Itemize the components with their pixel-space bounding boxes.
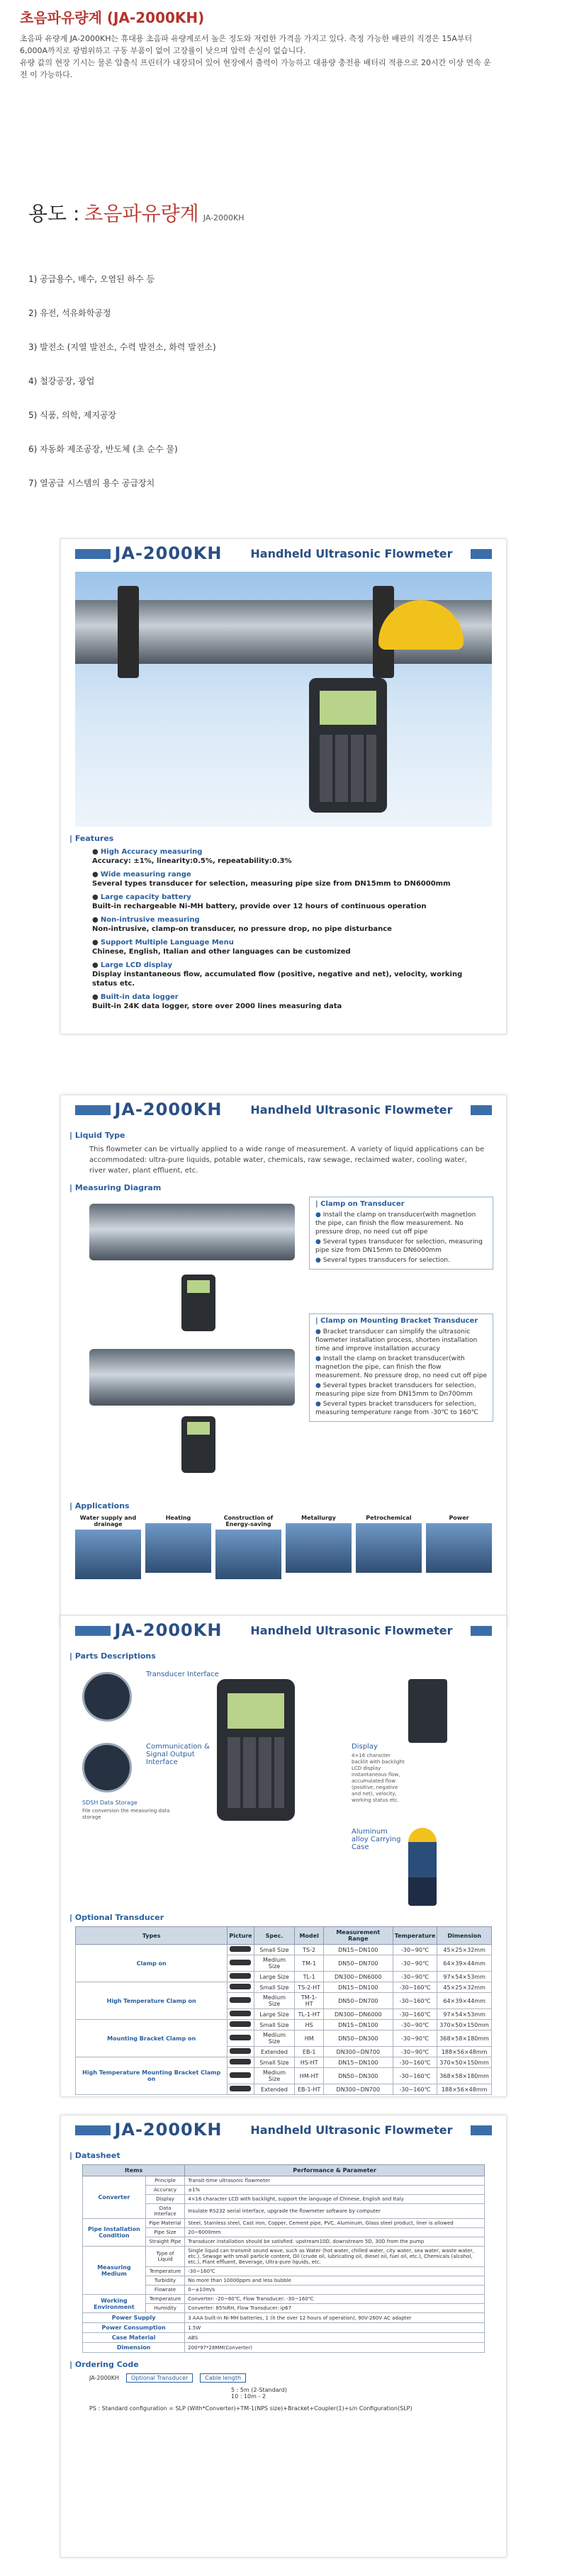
bracket-item: ● Several types bracket transducers for selection, measuring temperature range from -30℃ to 160℃ [315, 1400, 487, 1417]
transducer-thumbnail [230, 2059, 251, 2064]
clamp-image [118, 586, 139, 678]
bracket-box [309, 1314, 493, 1422]
temperature: -30~90℃ [393, 2030, 437, 2047]
ordering-code [89, 2373, 485, 2412]
transducer-thumbnail [230, 1960, 251, 1965]
transducer-model: TS-2-HT [295, 1982, 323, 1993]
dimension: 97×54×53mm [437, 2009, 492, 2020]
optional-transducer-body [76, 1945, 492, 2095]
header-bar [75, 1626, 111, 1636]
temperature: -30~90℃ [393, 1972, 437, 1982]
transducer-thumbnail [230, 1946, 251, 1952]
datasheet-item: Power Consumption [83, 2323, 185, 2333]
application-photo [145, 1523, 211, 1573]
table-row [76, 2057, 492, 2068]
temperature: -30~160℃ [393, 2009, 437, 2020]
measuring-diagram [75, 1197, 492, 1494]
display-label: Display [352, 1743, 378, 1751]
datasheet-value: 200*97*28MM(Converter) [185, 2343, 485, 2353]
intro-title: 초음파유량계 (JA-2000KH) [20, 9, 205, 26]
temperature: -30~160℃ [393, 1993, 437, 2009]
datasheet-value: 20~6000mm [185, 2228, 485, 2237]
datasheet-value: 3 AAA built-in Ni-MH batteries, 1 (it the over 12 hours of operation), 90V-260V AC adapter [185, 2313, 485, 2323]
ordering-row [89, 2373, 485, 2383]
application-item [145, 1515, 211, 1579]
bracket-list [315, 1328, 487, 1417]
transducer-thumbnail [230, 2086, 251, 2091]
hero-photo [75, 572, 492, 827]
application-label: Metallurgy [301, 1515, 336, 1521]
transducer-spec: Large Size [254, 2009, 295, 2020]
measurement-range: DN15~DN100 [323, 2020, 393, 2030]
page-header [61, 1095, 506, 1124]
table-row [83, 2295, 485, 2304]
intro-line: 초음파 유량계 JA-2000KH는 휴대용 초음파 유량계로서 높은 정도와 저렴한 가격을 가지고 있다. 측정 가능한 배관의 직경은 15A부터 [20, 34, 473, 43]
transducer-interface-label: Transducer Interface [146, 1671, 219, 1678]
temperature: -30~90℃ [393, 2047, 437, 2057]
transducer-model: HM-HT [295, 2068, 323, 2084]
transducer-type: High Temperature Clamp on [76, 1982, 228, 2020]
features-title: | Features [69, 834, 506, 843]
table-header: Spec. [254, 1927, 295, 1945]
application-item [286, 1515, 352, 1579]
transducer-picture [228, 1982, 254, 1993]
brochure-page-3 [60, 1615, 507, 2097]
transducer-interface-image [82, 1672, 132, 1722]
liquid-type-text: This flowmeter can be virtually applied to a wide range of measurement. A variety of liquid applications can be accommodated: ultra-pure liquids, potable water, chemicals, raw sewage, reclaimed water, cooling water, river water, plant effluent, etc. [89, 1146, 485, 1175]
header-subtitle: Handheld Ultrasonic Flowmeter [250, 1623, 453, 1637]
temperature: -30~160℃ [393, 2057, 437, 2068]
transducer-type: Clamp on [76, 1945, 228, 1982]
parts-title: | Parts Descriptions [69, 1651, 506, 1661]
applications-title: | Applications [69, 1501, 506, 1510]
table-header: Types [76, 1927, 228, 1945]
table-row [83, 2313, 485, 2323]
table-row [83, 2323, 485, 2333]
datasheet-subitem: Turbidity [145, 2276, 184, 2286]
application-item [356, 1515, 422, 1579]
measurement-range: DN300~DN700 [323, 2084, 393, 2095]
datasheet-item: Converter [83, 2176, 146, 2219]
datasheet-subitem: Principle [145, 2176, 184, 2186]
datasheet-item: Measuring Medium [83, 2247, 146, 2295]
transducer-picture [228, 2084, 254, 2095]
application-label: Construction of Energy-saving [223, 1515, 274, 1527]
feature-title: High Accuracy measuring [100, 848, 203, 856]
table-header: Picture [228, 1927, 254, 1945]
application-photo [426, 1523, 492, 1573]
table-row [83, 2333, 485, 2343]
feature-item: ● Non-intrusive measuring Non-intrusive, clamp-on transducer, no pressure drop, no pipe disturbance [92, 916, 392, 933]
feature-title: Support Multiple Language Menu [100, 939, 234, 947]
datasheet-value: Insulate RS232 serial interface, upgrade the flowmeter software by computer [185, 2204, 485, 2219]
feature-title: Large capacity battery [100, 893, 191, 901]
measurement-range: DN50~DN700 [323, 1955, 393, 1972]
datasheet-subitem: Data Interface [145, 2204, 184, 2219]
transducer-spec: Medium Size [254, 2068, 295, 2084]
page-header [61, 2115, 506, 2144]
bracket-item: ● Bracket transducer can simplify the ultrasonic flowmeter installation process, shorten installation time and improve installation accuracy [315, 1328, 487, 1353]
application-label: Petrochemical [366, 1515, 412, 1521]
feature-item: ● Large LCD display Display instantaneous flow, accumulated flow (positive, negative and net), velocity, working status etc. [92, 961, 463, 988]
usage-section [28, 198, 539, 512]
transducer-picture [228, 2030, 254, 2047]
measuring-diagram-title: | Measuring Diagram [69, 1183, 506, 1192]
header-bar [471, 549, 492, 559]
table-row [83, 2176, 485, 2186]
datasheet-item: Power Supply [83, 2313, 185, 2323]
brochure-page-2 [60, 1095, 507, 1626]
table-header-row [83, 2165, 485, 2176]
dimension: 370×50×150mm [437, 2020, 492, 2030]
order-cable-tag: Cable length [200, 2373, 246, 2383]
usage-list [28, 273, 539, 489]
usage-item: 2) 유전, 석유화학공정 [28, 308, 111, 318]
datasheet-value: 1.5W [185, 2323, 485, 2333]
feature-desc: Accuracy: ±1%, linearity:0.5%, repeatability:0.3% [92, 857, 292, 865]
case-label: Aluminum alloy Carrying Case [352, 1828, 401, 1851]
datasheet-value: Transit-time ultrasonic flowmeter [185, 2176, 485, 2186]
measurement-range: DN300~DN6000 [323, 1972, 393, 1982]
measurement-range: DN50~DN300 [323, 2030, 393, 2047]
measurement-range: DN15~DN100 [323, 2057, 393, 2068]
application-item [426, 1515, 492, 1579]
order-note: PS : Standard configuration = SLP (With*Converter)+TM-1(NPS size)+Bracket+Coupler(1)+s/n Configuration(SLP) [89, 2405, 412, 2412]
transducer-model: HM [295, 2030, 323, 2047]
brochure-page-4 [60, 2115, 507, 2558]
pipe-image [89, 1204, 295, 1260]
datasheet-item: Working Environment [83, 2295, 146, 2313]
brochure-page-1 [60, 538, 507, 1034]
datasheet-value: ABS [185, 2333, 485, 2343]
usage-title [28, 198, 539, 227]
transducer-spec: Small Size [254, 1982, 295, 1993]
device-keypad [320, 735, 376, 802]
usage-item: 5) 식품, 의학, 제지공장 [28, 410, 117, 420]
datasheet-subitem: Pipe Size [145, 2228, 184, 2237]
datasheet-subitem: Straight Pipe [145, 2237, 184, 2247]
usage-item: 6) 자동화 제조공장, 반도체 (초 순수 물) [28, 444, 178, 454]
clamp-on-item: ● Several types transducer for selection, measuring pipe size from DN15mm to DN6000mm [315, 1238, 487, 1255]
table-row [76, 1945, 492, 1955]
features-list [92, 847, 485, 1011]
header-bar [75, 1105, 111, 1115]
order-line: 10 : 10m - 2 [231, 2393, 266, 2400]
header-subtitle: Handheld Ultrasonic Flowmeter [250, 1102, 453, 1117]
transducer-spec: Medium Size [254, 1955, 295, 1972]
table-header: Temperature [393, 1927, 437, 1945]
datasheet-value: 0~±10m/s [185, 2286, 485, 2295]
device-screen [228, 1693, 284, 1729]
display-note: 4×16 character backlit with backlight LCD display instantaneous flow, accumulated flow (positive, negative and net), velocity, working status etc. [352, 1753, 405, 1803]
transducer-thumbnail [230, 2048, 251, 2054]
transducer-spec: Small Size [254, 1945, 295, 1955]
feature-desc: Display instantaneous flow, accumulated flow (positive, negative and net), velocity, working status etc. [92, 971, 463, 988]
dimension: 368×58×180mm [437, 2030, 492, 2047]
datasheet-title: | Datasheet [69, 2151, 506, 2160]
transducer-spec: Medium Size [254, 1993, 295, 2009]
temperature: -30~160℃ [393, 2068, 437, 2084]
transducer-picture [228, 2009, 254, 2020]
dimension: 370×50×150mm [437, 2057, 492, 2068]
table-row [76, 1982, 492, 1993]
transducer-thumbnail [230, 2011, 251, 2016]
bracket-item: ● Several types bracket transducers for selection, measuring pipe size from DN15mm to Dn700mm [315, 1382, 487, 1399]
comm-interface-label: Communication & Signal Output Interface [146, 1743, 210, 1766]
datasheet-value: Converter: 85%RH, Flow Transducer: ip67 [185, 2304, 485, 2313]
flowmeter-image [181, 1275, 215, 1331]
datasheet-subitem: Flowrate [145, 2286, 184, 2295]
header-bar [75, 2125, 111, 2135]
transducer-picture [228, 2047, 254, 2057]
header-model: JA-2000KH [114, 1620, 223, 1640]
intro-line: 유량 값의 현장 기시는 물론 압출식 프린터가 내장되어 있어 현장에서 출력이 가능하고 대용량 충전용 배터리 적용으로 20시간 이상 연속 운 [20, 58, 491, 67]
usage-item: 3) 발전소 (지열 발전소, 수력 발전소, 화력 발전소) [28, 342, 216, 352]
application-item [75, 1515, 141, 1579]
dimension: 45×25×32mm [437, 1945, 492, 1955]
transducer-type: Mounting Bracket Clamp on [76, 2020, 228, 2057]
feature-item: ● Built-in data logger Built-in 24K data logger, store over 2000 lines measuring data [92, 993, 342, 1010]
usage-item: 4) 철강공장, 광업 [28, 376, 95, 386]
datasheet-item: Pipe Installation Condition [83, 2219, 146, 2247]
table-header: Model [295, 1927, 323, 1945]
feature-desc: Built-in rechargeable Ni-MH battery, provide over 12 hours of continuous operation [92, 903, 427, 910]
transducer-spec: Extended [254, 2047, 295, 2057]
applications-row [75, 1515, 492, 1579]
comm-interface-image [82, 1743, 132, 1792]
pipe-image [89, 1349, 295, 1406]
usage-label: 용도 : [28, 202, 80, 225]
clamp-on-item: ● Install the clamp on transducer(with magnet)on the pipe, can finish the flow measurement. No pressure drop, no need cut off pipe [315, 1211, 487, 1236]
feature-title: Non-intrusive measuring [100, 916, 200, 924]
page-header [61, 1616, 506, 1644]
table-header: Dimension [437, 1927, 492, 1945]
table-row [76, 2020, 492, 2030]
feature-desc: Several types transducer for selection, measuring pipe size from DN15mm to DN6000mm [92, 880, 451, 888]
transducer-model: TS-2 [295, 1945, 323, 1955]
datasheet-value: Single liquid can transmit sound wave, such as Water (hot water, chilled water, city water, sea water, waste water, etc.), Sewage with small particle content, Oil (crude oil, lubricating oil, diesel oil, fuel oil, etc.), Chemicals (alcohol, etc.), Plant effluent, Beverage, Ultra-pure liquids, etc. [185, 2247, 485, 2267]
optional-transducer-title: | Optional Transducer [69, 1913, 506, 1922]
transducer-spec: Extended [254, 2084, 295, 2095]
flowmeter-image [181, 1416, 215, 1473]
application-photo [75, 1530, 141, 1579]
transducer-picture [228, 1972, 254, 1982]
measurement-range: DN300~DN700 [323, 2047, 393, 2057]
feature-title: Wide measuring range [100, 871, 191, 879]
feature-item: ● High Accuracy measuring Accuracy: ±1%, linearity:0.5%, repeatability:0.3% [92, 848, 292, 865]
datasheet-subitem: Temperature [145, 2267, 184, 2276]
intro-line: 6,000A까지로 광범위하고 구동 부품이 없어 고장률이 낮으며 압력 손실이 없습니다. [20, 46, 306, 55]
transducer-picture [228, 2068, 254, 2084]
application-photo [356, 1523, 422, 1573]
ordering-code-title: | Ordering Code [69, 2360, 506, 2369]
storage-note: File conversion the measuring data storage [82, 1808, 170, 1820]
feature-desc: Non-intrusive, clamp-on transducer, no pressure drop, no pipe disturbance [92, 925, 392, 933]
transducer-type: High Temperature Mounting Bracket Clamp on [76, 2057, 228, 2095]
dimension: 97×54×53mm [437, 1972, 492, 1982]
measurement-range: DN50~DN300 [323, 2068, 393, 2084]
transducer-thumbnail [230, 1997, 251, 2003]
device-screen [320, 691, 376, 725]
datasheet-subitem: Type of Liquid [145, 2247, 184, 2267]
datasheet-value: Steel, Stainless steel, Cast iron, Copper, Cement pipe, PVC, Aluminum, Glass steel product, liner is allowed [185, 2219, 485, 2228]
datasheet-value: ±1% [185, 2186, 485, 2195]
datasheet-table [82, 2164, 485, 2353]
temperature: -30~90℃ [393, 1945, 437, 1955]
transducer-picture [228, 1945, 254, 1955]
datasheet-value: Converter: -20~60℃, Flow Transducer: -30~160℃ [185, 2295, 485, 2304]
datasheet-item: Case Material [83, 2333, 185, 2343]
datasheet-value: Transducer installation should be satisfied: upstream10D, downstream 5D, 30D from the pump [185, 2237, 485, 2247]
dimension: 45×25×32mm [437, 1982, 492, 1993]
feature-desc: Built-in 24K data logger, store over 2000 lines measuring data [92, 1002, 342, 1010]
storage-label: SDSH Data Storage [82, 1800, 137, 1806]
intro-section [20, 7, 551, 81]
datasheet-value: No more than 10000ppm and less bubble [185, 2276, 485, 2286]
flowmeter-image [217, 1679, 295, 1821]
header-model: JA-2000KH [114, 2120, 223, 2140]
feature-desc: Chinese, English, Italian and other languages can be customized [92, 948, 351, 956]
transducer-picture [228, 2057, 254, 2068]
clamp-on-box [309, 1197, 493, 1270]
usage-model: JA-2000KH [203, 213, 245, 222]
transducer-model: TL-1-HT [295, 2009, 323, 2020]
order-line: 5 : 5m (2-Standard) [231, 2387, 287, 2393]
transducer-spec: Large Size [254, 1972, 295, 1982]
dimension: 188×56×48mm [437, 2084, 492, 2095]
table-header: Items [83, 2165, 185, 2176]
transducer-model: TM-1-HT [295, 1993, 323, 2009]
measurement-range: DN50~DN700 [323, 1993, 393, 2009]
datasheet-item: Dimension [83, 2343, 185, 2353]
feature-title: Large LCD display [100, 961, 172, 969]
datasheet-subitem: Pipe Material [145, 2219, 184, 2228]
clamp-on-list [315, 1211, 487, 1265]
transducer-model: TL-1 [295, 1972, 323, 1982]
bracket-title: | Clamp on Mounting Bracket Transducer [315, 1317, 487, 1326]
order-model: JA-2000KH [89, 2375, 120, 2381]
carrying-case-image [408, 1679, 447, 1743]
transducer-model: HS-HT [295, 2057, 323, 2068]
datasheet-value: -30~160℃ [185, 2267, 485, 2276]
transducer-thumbnail [230, 2021, 251, 2027]
header-model: JA-2000KH [114, 543, 223, 563]
liquid-type-title: | Liquid Type [69, 1131, 506, 1140]
application-label: Power [449, 1515, 469, 1521]
dimension: 64×39×44mm [437, 1993, 492, 2009]
temperature: -30~90℃ [393, 1955, 437, 1972]
table-header-row [76, 1927, 492, 1945]
usage-item: 1) 공급용수, 배수, 오염된 하수 등 [28, 274, 155, 284]
transducer-spec: Small Size [254, 2020, 295, 2030]
header-model: JA-2000KH [114, 1100, 223, 1119]
application-item [215, 1515, 281, 1579]
transducer-spec: Small Size [254, 2057, 295, 2068]
feature-item: ● Wide measuring range Several types transducer for selection, measuring pipe size from DN15mm to DN6000mm [92, 871, 451, 888]
usage-product: 초음파유량계 [84, 202, 199, 225]
header-bar [471, 2125, 492, 2135]
transducer-thumbnail [230, 1984, 251, 1989]
header-bar [471, 1105, 492, 1115]
header-bar [471, 1626, 492, 1636]
measurement-range: DN15~DN100 [323, 1945, 393, 1955]
bracket-item: ● Install the clamp on bracket transducer(with magnet)on the pipe, can finish the flow measurement. No pressure drop, no need cut off pipe [315, 1355, 487, 1380]
parts-diagram [75, 1665, 492, 1906]
transducer-thumbnail [230, 2072, 251, 2078]
application-label: Water supply and drainage [79, 1515, 137, 1527]
device-keypad [228, 1737, 284, 1808]
intro-line: 전 이 가능하다. [20, 70, 73, 79]
feature-item: ● Support Multiple Language Menu Chinese, English, Italian and other languages can be customized [92, 939, 351, 956]
usage-item: 7) 열공급 시스템의 용수 공급장치 [28, 478, 155, 488]
optional-transducer-table [75, 1926, 492, 2095]
transducer-picture [228, 1955, 254, 1972]
table-row [83, 2219, 485, 2228]
temperature: -30~160℃ [393, 1982, 437, 1993]
header-bar [75, 549, 111, 559]
transducer-model: EB-1-HT [295, 2084, 323, 2095]
clamp-on-title: | Clamp on Transducer [315, 1200, 487, 1209]
datasheet-subitem: Temperature [145, 2295, 184, 2304]
table-header: Performance & Parameter [185, 2165, 485, 2176]
feature-item: ● Large capacity battery Built-in rechargeable Ni-MH battery, provide over 12 hours of continuous operation [92, 893, 427, 910]
datasheet-subitem: Display [145, 2195, 184, 2204]
dimension: 188×56×48mm [437, 2047, 492, 2057]
table-header: Measurement Range [323, 1927, 393, 1945]
transducer-thumbnail [230, 1973, 251, 1979]
dimension: 64×39×44mm [437, 1955, 492, 1972]
measurement-range: DN300~DN6000 [323, 2009, 393, 2020]
page-header [61, 539, 506, 567]
intro-text [20, 33, 551, 81]
datasheet-subitem: Humidity [145, 2304, 184, 2313]
dimension: 368×58×180mm [437, 2068, 492, 2084]
application-label: Heating [165, 1515, 191, 1521]
measurement-range: DN15~DN100 [323, 1982, 393, 1993]
temperature: -30~160℃ [393, 2084, 437, 2095]
datasheet-value: 4×16 character LCD with backlight, support the language of Chinese, English and Italy [185, 2195, 485, 2204]
transducer-model: HS [295, 2020, 323, 2030]
transducer-model: TM-1 [295, 1955, 323, 1972]
application-photo [286, 1523, 352, 1573]
datasheet-subitem: Accuracy [145, 2186, 184, 2195]
order-optional-tag: Optional Transducer [126, 2373, 193, 2383]
table-row [83, 2247, 485, 2267]
flowmeter-image [309, 678, 387, 813]
transducer-spec: Medium Size [254, 2030, 295, 2047]
transducer-model: EB-1 [295, 2047, 323, 2057]
transducer-picture [228, 2020, 254, 2030]
application-photo [215, 1530, 281, 1579]
transducer-thumbnail [230, 2035, 251, 2040]
temperature: -30~90℃ [393, 2020, 437, 2030]
table-row [83, 2343, 485, 2353]
header-subtitle: Handheld Ultrasonic Flowmeter [250, 546, 453, 560]
transducer-picture [228, 1993, 254, 2009]
clamp-on-item: ● Several types transducers for selection. [315, 1256, 487, 1265]
feature-title: Built-in data logger [100, 993, 179, 1001]
worker-image [408, 1828, 437, 1906]
datasheet-body [83, 2176, 485, 2353]
header-subtitle: Handheld Ultrasonic Flowmeter [250, 2123, 453, 2137]
